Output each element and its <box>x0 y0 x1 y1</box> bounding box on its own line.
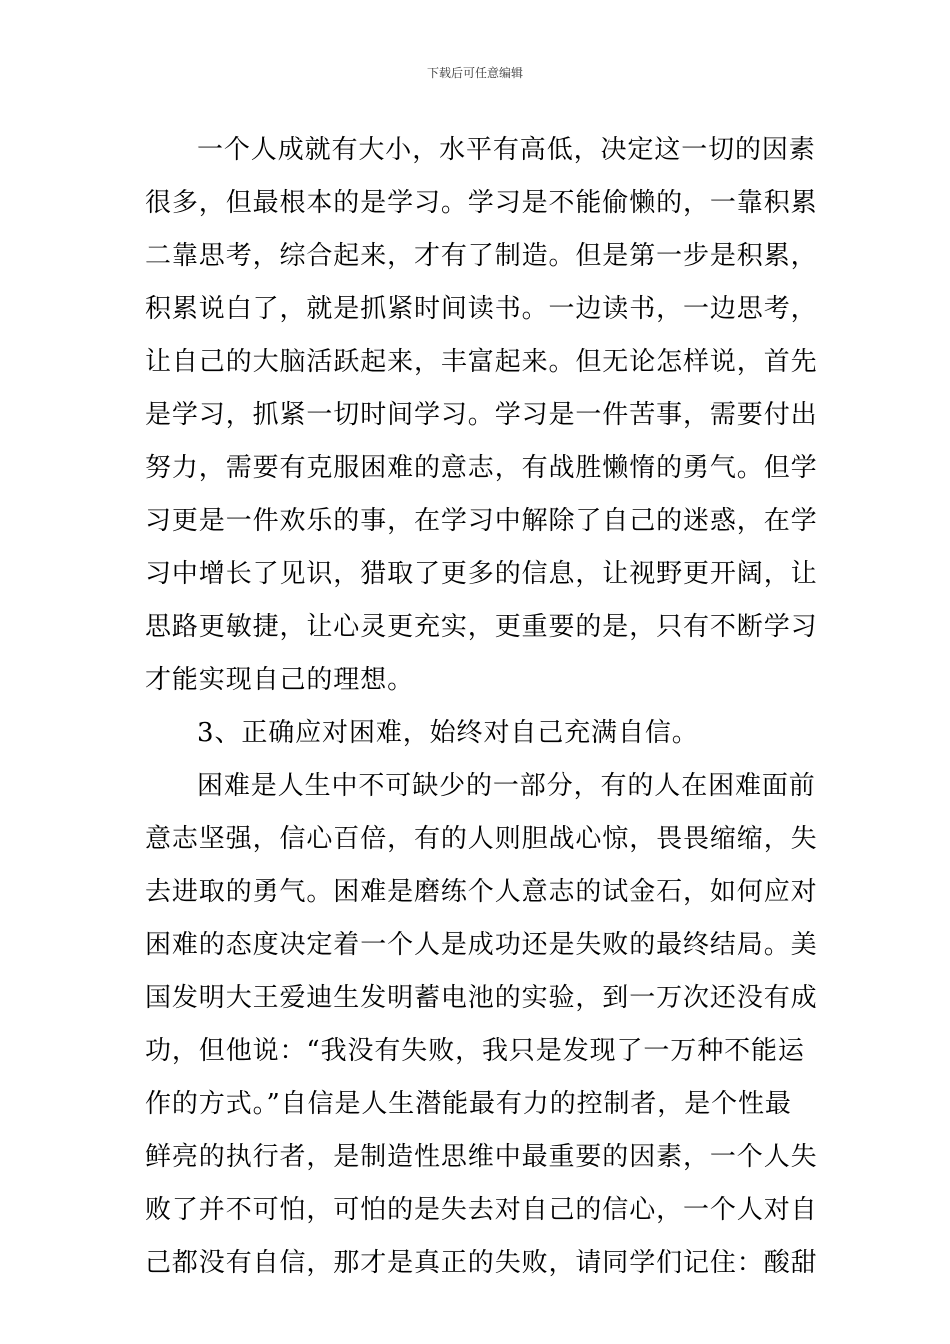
section-heading: 3、正确应对困难，始终对自己充满自信。 <box>197 718 699 748</box>
paragraph-line: 功，但他说：“我没有失败，我只是发现了一万种不能运 <box>145 1036 805 1066</box>
paragraph-line: 败了并不可怕，可怕的是失去对自己的信心，一个人对自 <box>145 1195 818 1225</box>
paragraph-line: 二靠思考，综合起来，才有了制造。但是第一步是积累， <box>145 241 818 271</box>
paragraph-line: 国发明大王爱迪生发明蓄电池的实验，到一万次还没有成 <box>145 983 818 1013</box>
paragraph-line: 困难是人生中不可缺少的一部分，有的人在困难面前 <box>197 771 816 801</box>
paragraph-line: 很多，但最根本的是学习。学习是不能偷懒的，一靠积累 <box>145 188 818 218</box>
paragraph-line: 鲜亮的执行者，是制造性思维中最重要的因素，一个人失 <box>145 1142 818 1172</box>
paragraph-line: 习更是一件欢乐的事，在学习中解除了自己的迷惑，在学 <box>145 506 818 536</box>
paragraph-line: 去进取的勇气。困难是磨练个人意志的试金石，如何应对 <box>145 877 818 907</box>
paragraph-line: 一个人成就有大小，水平有高低，决定这一切的因素 <box>197 135 816 165</box>
paragraph-line: 己都没有自信，那才是真正的失败，请同学们记住：酸甜 <box>145 1248 818 1278</box>
paragraph-line: 让自己的大脑活跃起来，丰富起来。但无论怎样说，首先 <box>145 347 818 377</box>
paragraph-line: 困难的态度决定着一个人是成功还是失败的最终结局。美 <box>145 930 818 960</box>
paragraph-line: 是学习，抓紧一切时间学习。学习是一件苦事，需要付出 <box>145 400 818 430</box>
document-body <box>145 124 818 1290</box>
paragraph-line: 意志坚强，信心百倍，有的人则胆战心惊，畏畏缩缩，失 <box>145 824 818 854</box>
paragraph-line: 思路更敏捷，让心灵更充实，更重要的是，只有不断学习 <box>145 612 818 642</box>
paragraph-line: 才能实现自己的理想。 <box>145 665 415 695</box>
paragraph-line: 习中增长了见识，猎取了更多的信息，让视野更开阔，让 <box>145 559 818 589</box>
paragraph-line: 作的方式。”自信是人生潜能最有力的控制者，是个性最 <box>145 1089 792 1119</box>
paragraph-line: 努力，需要有克服困难的意志，有战胜懒惰的勇气。但学 <box>145 453 818 483</box>
page-header-note: 下载后可任意编辑 <box>426 66 523 80</box>
paragraph-line: 积累说白了，就是抓紧时间读书。一边读书，一边思考， <box>145 294 818 324</box>
